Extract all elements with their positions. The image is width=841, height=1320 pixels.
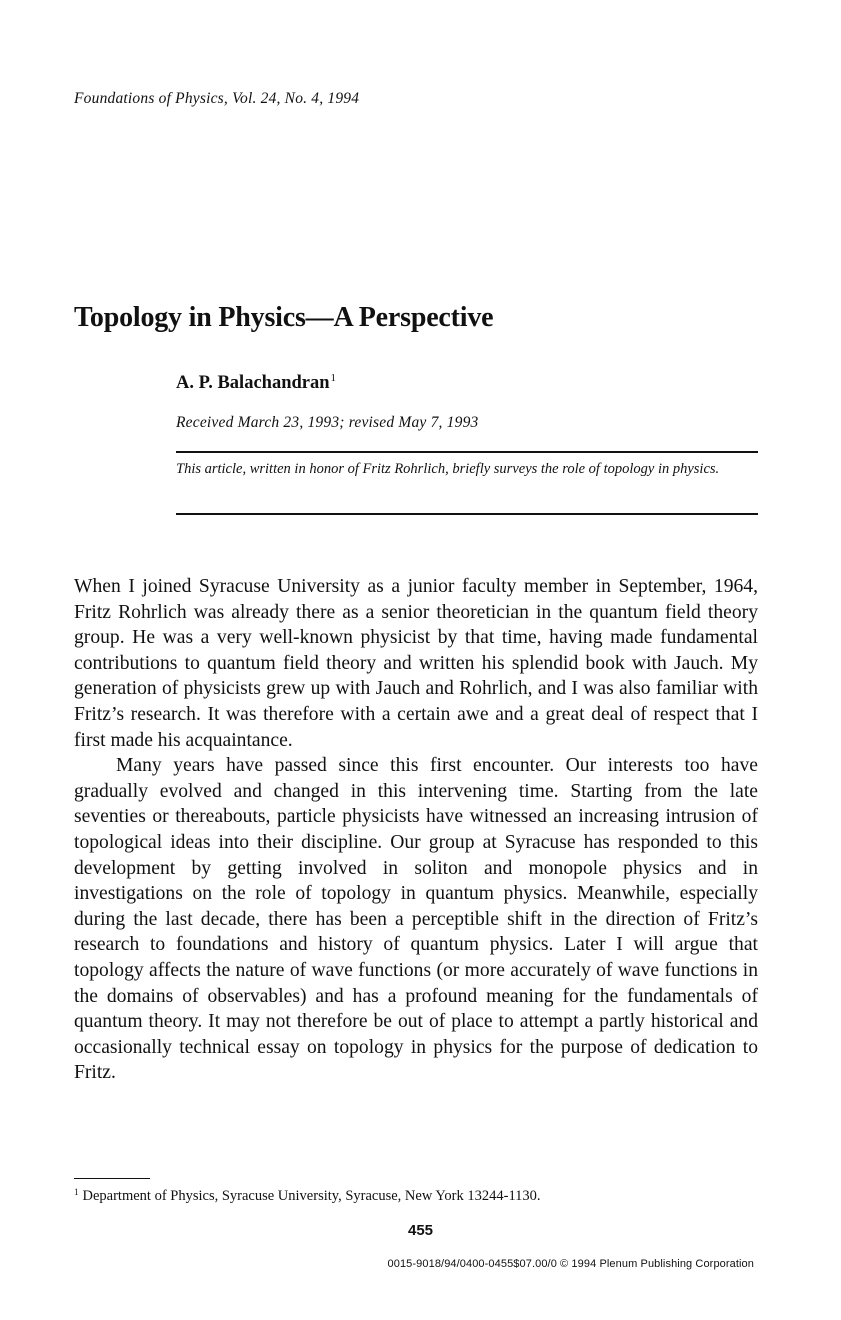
article-title: Topology in Physics—A Perspective: [74, 302, 494, 333]
abstract-bottom-rule: [176, 513, 758, 515]
copyright-line: 0015-9018/94/0400-0455$07.00/0 © 1994 Plenum Publishing Corporation: [387, 1258, 754, 1270]
footnote-text: Department of Physics, Syracuse University, Syracuse, New York 13244-1130.: [82, 1188, 541, 1204]
author-footnote-marker: 1: [330, 372, 337, 384]
author-line: [176, 372, 336, 394]
body-paragraph-2: Many years have passed since this first encounter. Our interests too have gradually evolved and changed in this intervening time. Starting from the late seventies or thereabouts, particle physicists have witnessed an increasing intrusion of topological ideas into their discipline. Our group at Syracuse has responded to this development by getting involved in soliton and monopole physics and in investigations on the role of topology in quantum physics. Meanwhile, especially during the last decade, there has been a perceptible shift in the direction of Fritz’s research to foundations and history of quantum physics. Later I will argue that topology affects the nature of wave functions (or more accurately of wave functions in the domains of observables) and has a profound meaning for the fundamentals of quantum theory. It may not therefore be out of place to attempt a partly historical and occasionally technical essay on topology in physics for the purpose of dedication to Fritz.: [74, 755, 758, 1084]
received-dates: Received March 23, 1993; revised May 7, 1993: [176, 414, 479, 431]
page-number: 455: [407, 1222, 434, 1239]
author-name: A. P. Balachandran: [176, 373, 330, 393]
journal-citation: Foundations of Physics, Vol. 24, No. 4, 1994: [74, 90, 360, 107]
footnote-rule: [74, 1178, 150, 1179]
body-text: [74, 574, 758, 1086]
body-paragraph-1: When I joined Syracuse University as a junior faculty member in September, 1964, Fritz Rohrlich was already there as a senior theoretician in the quantum field theory group. He was a very well-known physicist by that time, having made fundamental contributions to quantum field theory and written his splendid book with Jauch. My generation of physicists grew up with Jauch and Rohrlich, and I was also familiar with Fritz’s research. It was therefore with a certain awe and a great deal of respect that I first made his acquaintance.: [74, 576, 758, 751]
abstract: This article, written in honor of Fritz Rohrlich, briefly surveys the role of topology in physics.: [176, 461, 720, 477]
footnote-marker: 1: [74, 1187, 79, 1197]
footnote: [74, 1187, 541, 1205]
abstract-top-rule: [176, 451, 758, 453]
